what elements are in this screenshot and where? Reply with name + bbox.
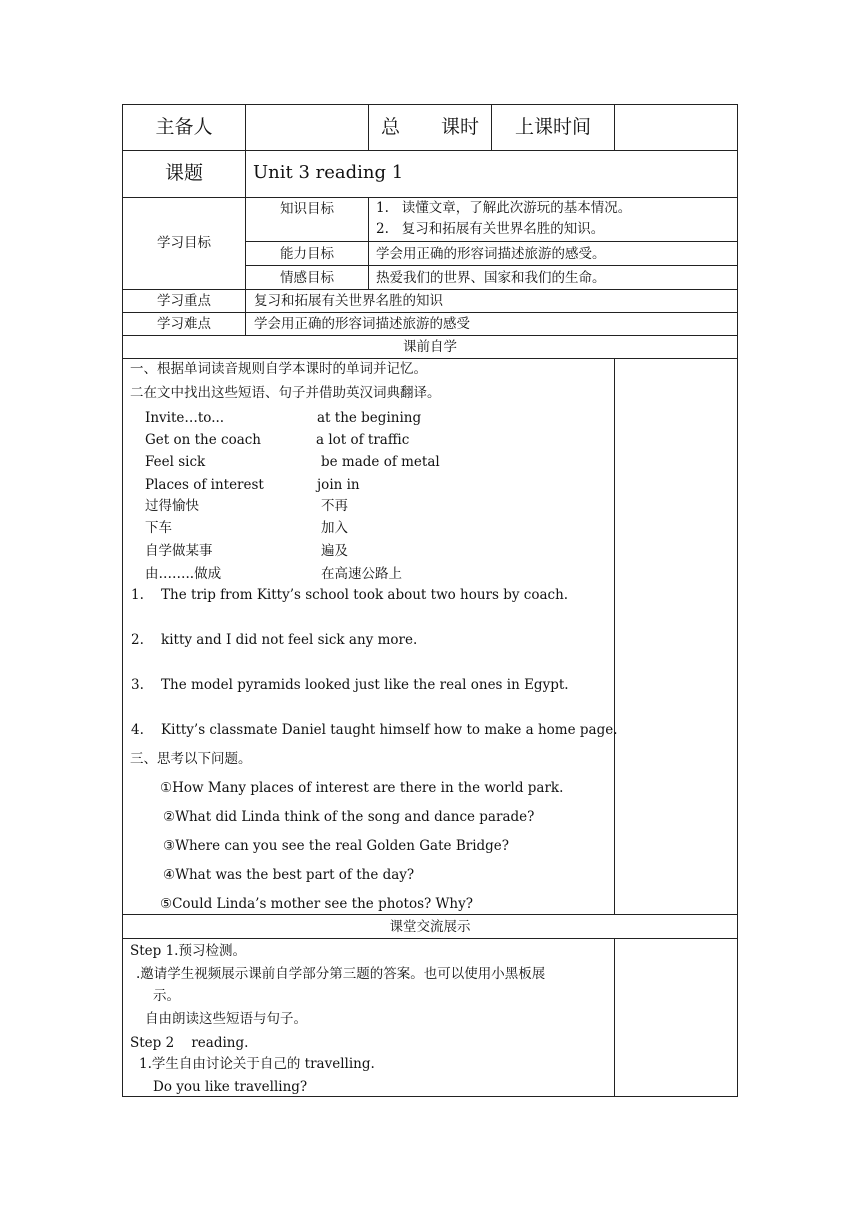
lessons-label: 课时	[441, 116, 480, 138]
pre-study-task-2: 二在文中找出这些短语、句子并借助英汉词典翻译。	[130, 385, 441, 401]
step-1-line: .邀请学生视频展示课前自学部分第三题的答案。也可以使用小黑板展	[136, 966, 546, 982]
rule	[245, 104, 246, 150]
topic-label: 课题	[164, 162, 203, 184]
rule	[122, 1096, 738, 1097]
knowledge-label: 知识目标	[280, 201, 334, 217]
key-point-label: 学习重点	[157, 293, 211, 309]
phrase-right: 在高速公路上	[321, 566, 402, 582]
phrase-right: 遍及	[321, 543, 348, 559]
rule	[245, 241, 738, 242]
question: ⑤Could Linda’s mother see the photos? Why?	[160, 896, 473, 912]
rule	[122, 312, 738, 313]
rule	[245, 150, 246, 335]
phrase-right: be made of metal	[321, 454, 440, 470]
objectives-label: 学习目标	[157, 235, 211, 251]
emotion-value: 热爱我们的世界、国家和我们的生命。	[376, 270, 606, 286]
phrase-left: Places of interest	[145, 477, 264, 493]
pre-study-task-3: 三、思考以下问题。	[130, 751, 252, 767]
phrase-left: Invite…to...	[145, 410, 225, 426]
difficulty-label: 学习难点	[157, 316, 211, 332]
difficulty-value: 学会用正确的形容词描述旅游的感受	[254, 316, 470, 332]
class-time-label: 上课时间	[514, 116, 591, 138]
rule	[245, 265, 738, 266]
question: ①How Many places of interest are there in the world park.	[160, 780, 564, 796]
phrase-right: join in	[317, 477, 360, 493]
topic-value: Unit 3 reading 1	[253, 162, 404, 183]
emotion-label: 情感目标	[280, 270, 334, 286]
rule	[122, 335, 738, 336]
rule	[122, 914, 738, 915]
step-1-line: 示。	[153, 988, 180, 1004]
rule	[368, 197, 369, 289]
phrase-left: 过得愉快	[145, 498, 199, 514]
class-show-title: 课堂交流展示	[389, 919, 471, 935]
rule	[122, 150, 738, 151]
rule	[122, 289, 738, 290]
step-2: Step 2 reading.	[130, 1035, 249, 1051]
phrase-right: a lot of traffic	[316, 432, 410, 448]
preparer-label: 主备人	[155, 116, 213, 138]
ability-label: 能力目标	[280, 246, 334, 262]
knowledge-item: 2. 复习和拓展有关世界名胜的知识。	[376, 221, 605, 237]
question: ④What was the best part of the day?	[163, 867, 415, 883]
step-1: Step 1.预习检测。	[130, 943, 246, 959]
question: ③Where can you see the real Golden Gate Bridge?	[163, 838, 510, 854]
phrase-right: 加入	[321, 520, 348, 536]
phrase-right: at the begining	[317, 410, 422, 426]
rule	[368, 104, 369, 150]
phrase-right: 不再	[321, 498, 348, 514]
rule	[614, 358, 615, 914]
rule	[122, 938, 738, 939]
phrase-left: 由……..做成	[145, 566, 222, 582]
key-point-value: 复习和拓展有关世界名胜的知识	[254, 293, 443, 309]
knowledge-item: 1. 读懂文章，了解此次游玩的基本情况。	[376, 200, 632, 216]
sentence: 4. Kitty’s classmate Daniel taught himself how to make a home page.	[131, 722, 618, 738]
rule	[122, 197, 738, 198]
question: ②What did Linda think of the song and dance parade?	[163, 809, 535, 825]
rule	[614, 104, 615, 150]
rule	[122, 358, 738, 359]
step-2-line: Do you like travelling?	[153, 1079, 308, 1095]
phrase-left: 下车	[145, 520, 172, 536]
phrase-left: Get on the coach	[145, 432, 261, 448]
phrase-left: Feel sick	[145, 454, 206, 470]
pre-study-title: 课前自学	[403, 339, 457, 355]
sentence: 1. The trip from Kitty’s school took about two hours by coach.	[131, 587, 569, 603]
step-2-line: 1.学生自由讨论关于自己的 travelling.	[139, 1056, 375, 1072]
step-1-line: 自由朗读这些短语与句子。	[145, 1011, 307, 1027]
rule	[122, 104, 123, 1097]
total-label: 总	[381, 116, 401, 138]
ability-value: 学会用正确的形容词描述旅游的感受。	[376, 246, 606, 262]
rule	[737, 104, 738, 1097]
sentence: 2. kitty and I did not feel sick any more.	[131, 632, 418, 648]
rule	[122, 104, 738, 105]
rule	[614, 938, 615, 1096]
sentence: 3. The model pyramids looked just like the real ones in Egypt.	[131, 677, 569, 693]
pre-study-task-1: 一、根据单词读音规则自学本课时的单词并记忆。	[130, 361, 427, 377]
phrase-left: 自学做某事	[145, 543, 213, 559]
